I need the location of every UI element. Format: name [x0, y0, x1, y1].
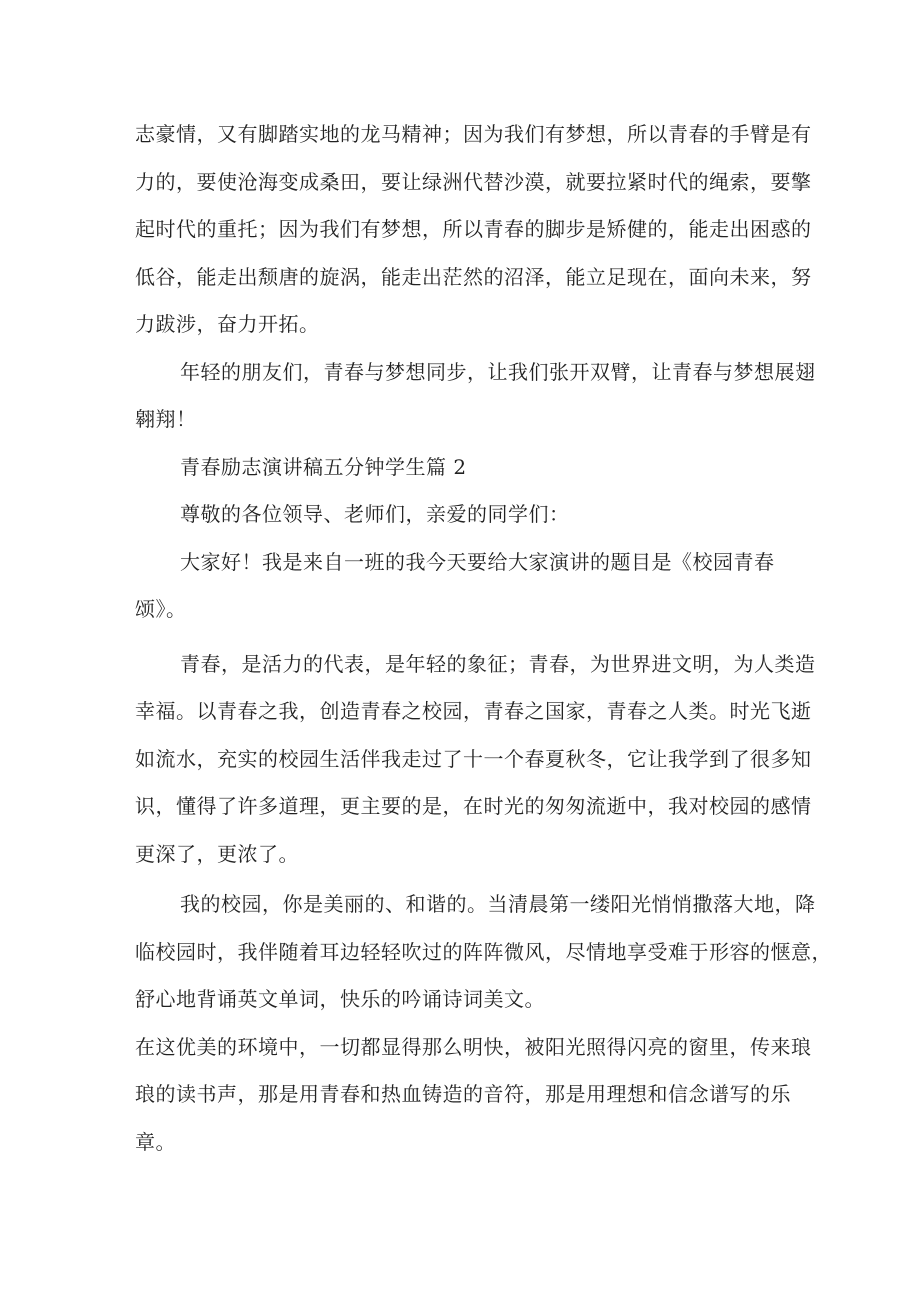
- text-line: 低谷，能走出颓唐的旋涡，能走出茫然的沼泽，能立足现在，面向未来，努: [135, 265, 812, 289]
- text-line: 大家好！我是来自一班的我今天要给大家演讲的题目是《校园青春: [180, 550, 775, 574]
- text-line: 年轻的朋友们，青春与梦想同步，让我们张开双臂，让青春与梦想展翅: [180, 360, 816, 384]
- text-line: 我的校园，你是美丽的、和谐的。当清晨第一缕阳光悄悄撒落大地，降: [180, 892, 816, 916]
- text-line: 颂》。: [135, 597, 187, 621]
- text-line: 在这优美的环境中，一切都显得那么明快，被阳光照得闪亮的窗里，传来琅: [135, 1035, 812, 1059]
- text-line: 力跋涉，奋力开拓。: [135, 312, 320, 336]
- text-line: 志豪情，又有脚踏实地的龙马精神；因为我们有梦想，所以青春的手臂是有: [135, 122, 812, 146]
- text-line: 章。: [135, 1130, 176, 1154]
- text-line: 如流水，充实的校园生活伴我走过了十一个春夏秋冬，它让我学到了很多知: [135, 747, 812, 771]
- section-heading: 青春励志演讲稿五分钟学生篇 2: [180, 455, 467, 479]
- text-line: 幸福。以青春之我，创造青春之校园，青春之国家，青春之人类。时光飞逝: [135, 699, 812, 723]
- text-line: 舒心地背诵英文单词，快乐的吟诵诗词美文。: [135, 987, 545, 1011]
- text-line: 力的，要使沧海变成桑田，要让绿洲代替沙漠，就要拉紧时代的绳索，要擎: [135, 170, 812, 194]
- text-line: 起时代的重托；因为我们有梦想，所以青春的脚步是矫健的，能走出困惑的: [135, 217, 812, 241]
- text-line: 翱翔！: [135, 407, 197, 431]
- salutation-line: 尊敬的各位领导、老师们，亲爱的同学们：: [180, 502, 570, 526]
- text-line: 青春，是活力的代表，是年轻的象征；青春，为世界进文明，为人类造: [180, 652, 816, 676]
- text-line: 临校园时，我伴随着耳边轻轻吹过的阵阵微风，尽情地享受难于形容的惬意，: [135, 940, 832, 964]
- text-line: 琅的读书声，那是用青春和热血铸造的音符，那是用理想和信念谱写的乐: [135, 1082, 791, 1106]
- text-line: 更深了，更浓了。: [135, 842, 299, 866]
- text-line: 识，懂得了许多道理，更主要的是，在时光的匆匆流逝中，我对校园的感情: [135, 794, 812, 818]
